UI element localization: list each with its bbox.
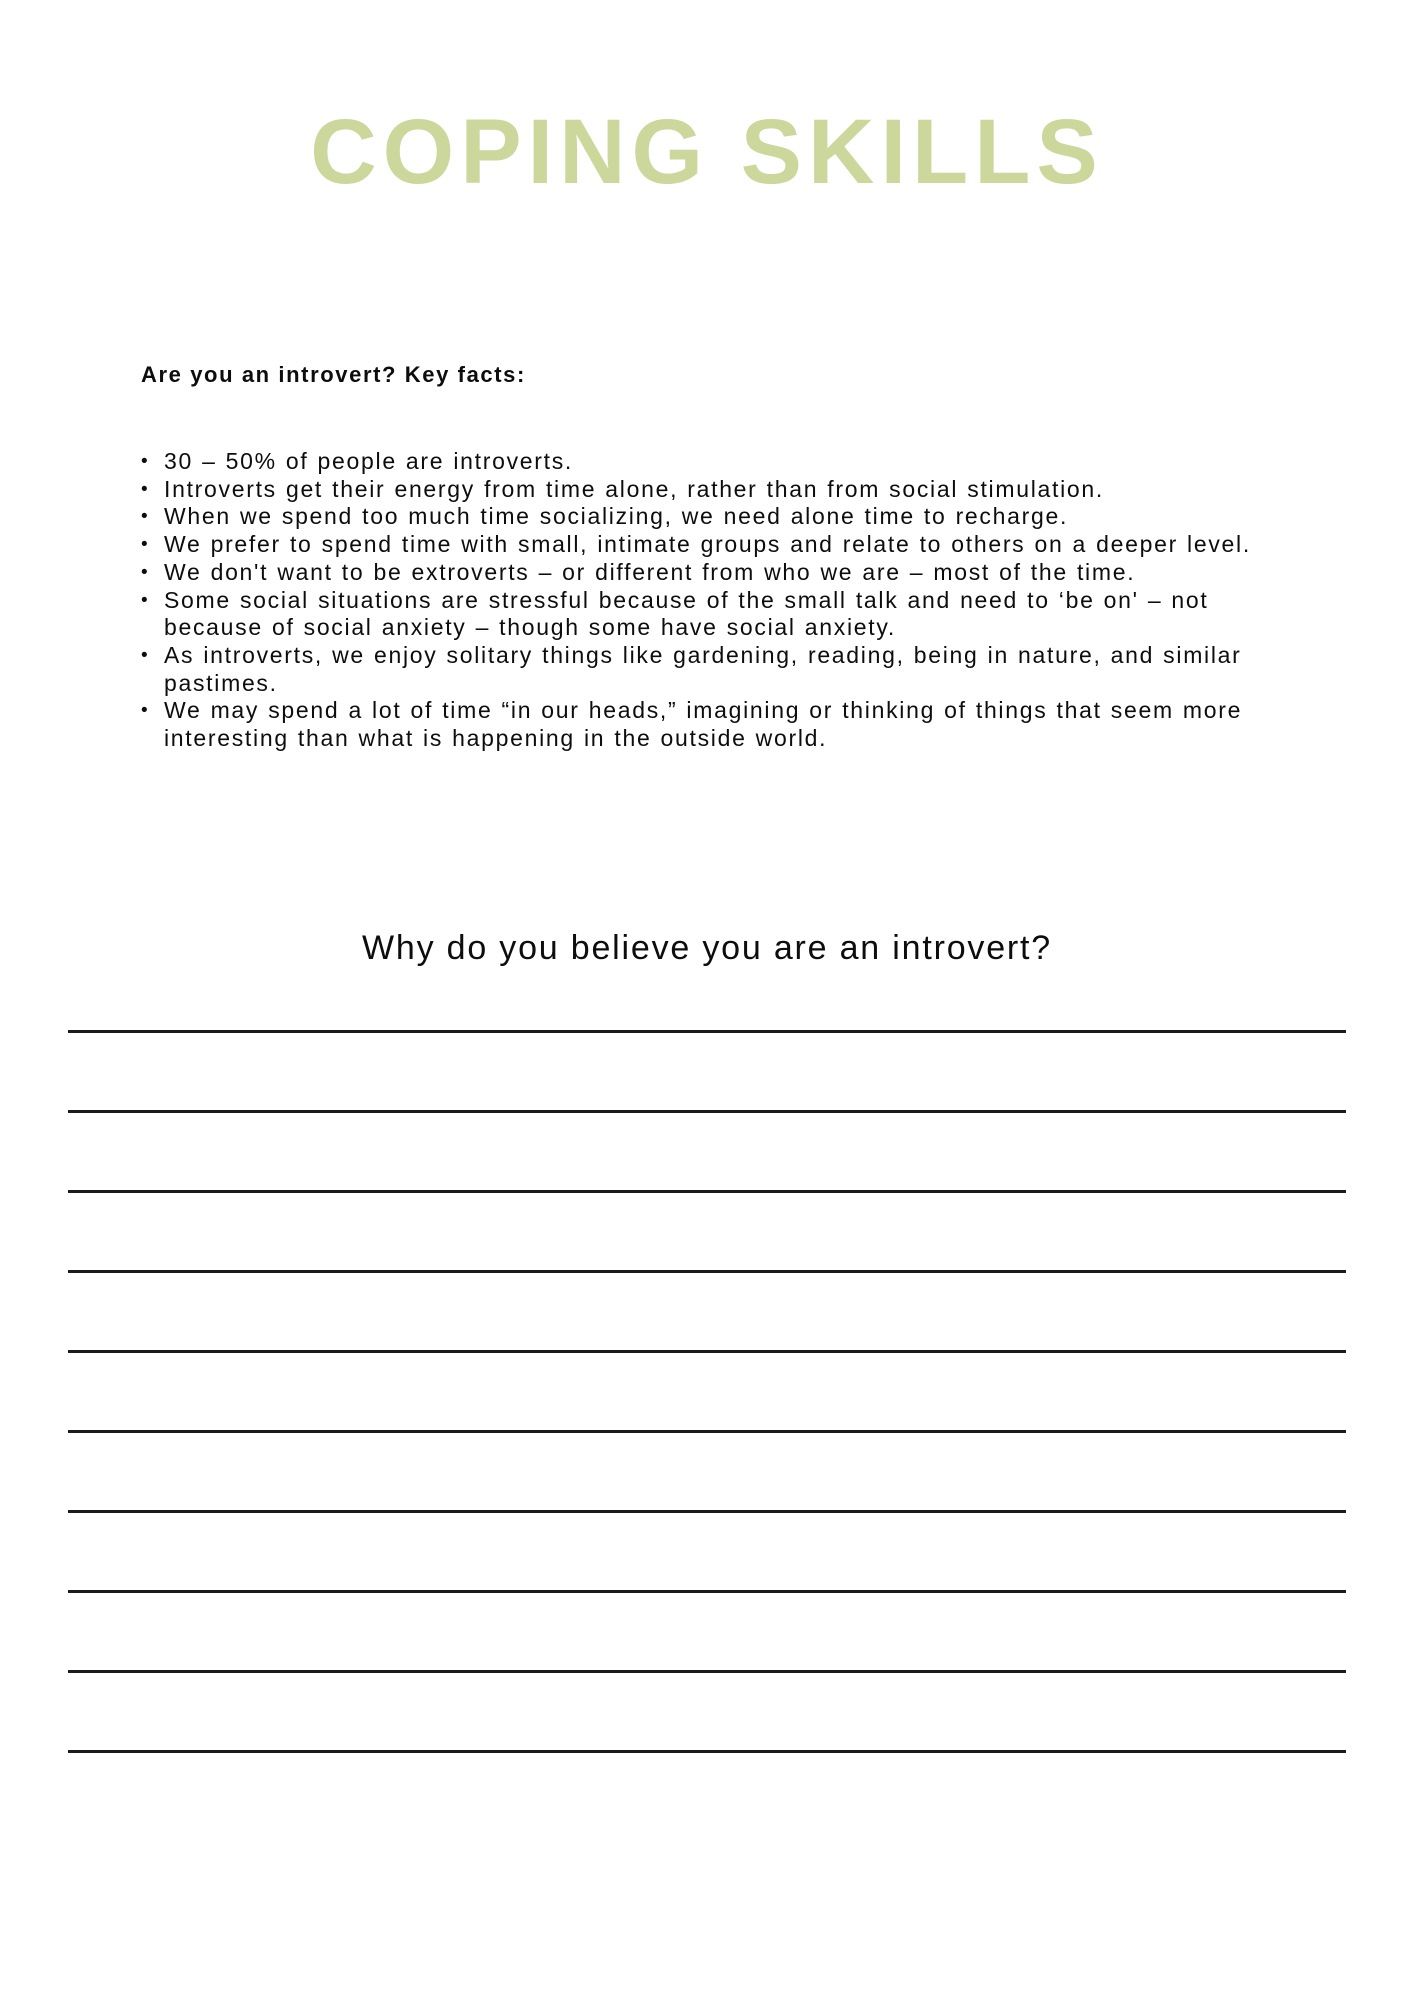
answer-line	[68, 1110, 1346, 1113]
page-title: COPING SKILLS	[310, 101, 1104, 203]
fact-item: • We may spend a lot of time “in our heads,” imagining or thinking of things that seem more interesting than what is happening in the outside world.	[141, 697, 1261, 752]
facts-list	[141, 448, 1261, 753]
facts-heading: Are you an introvert? Key facts:	[141, 362, 526, 387]
fact-item: • 30 – 50% of people are introverts.	[141, 448, 1261, 476]
answer-line	[68, 1190, 1346, 1193]
answer-line	[68, 1030, 1346, 1033]
answer-lines	[68, 1030, 1346, 1753]
fact-item: • We don't want to be extroverts – or different from who we are – most of the time.	[141, 559, 1261, 587]
answer-line	[68, 1430, 1346, 1433]
fact-item: • We prefer to spend time with small, intimate groups and relate to others on a deeper level.	[141, 531, 1261, 559]
answer-line	[68, 1750, 1346, 1753]
answer-line	[68, 1270, 1346, 1273]
question-title: Why do you believe you are an introvert?	[361, 929, 1052, 967]
fact-item: • As introverts, we enjoy solitary things like gardening, reading, being in nature, and similar pastimes.	[141, 642, 1261, 697]
fact-item: • When we spend too much time socializing, we need alone time to recharge.	[141, 503, 1261, 531]
answer-line	[68, 1350, 1346, 1353]
fact-item: • Introverts get their energy from time alone, rather than from social stimulation.	[141, 476, 1261, 504]
fact-item: • Some social situations are stressful because of the small talk and need to ‘be on' – not because of social anxiety – though some have social anxiety.	[141, 587, 1261, 642]
answer-line	[68, 1590, 1346, 1593]
answer-line	[68, 1670, 1346, 1673]
answer-line	[68, 1510, 1346, 1513]
